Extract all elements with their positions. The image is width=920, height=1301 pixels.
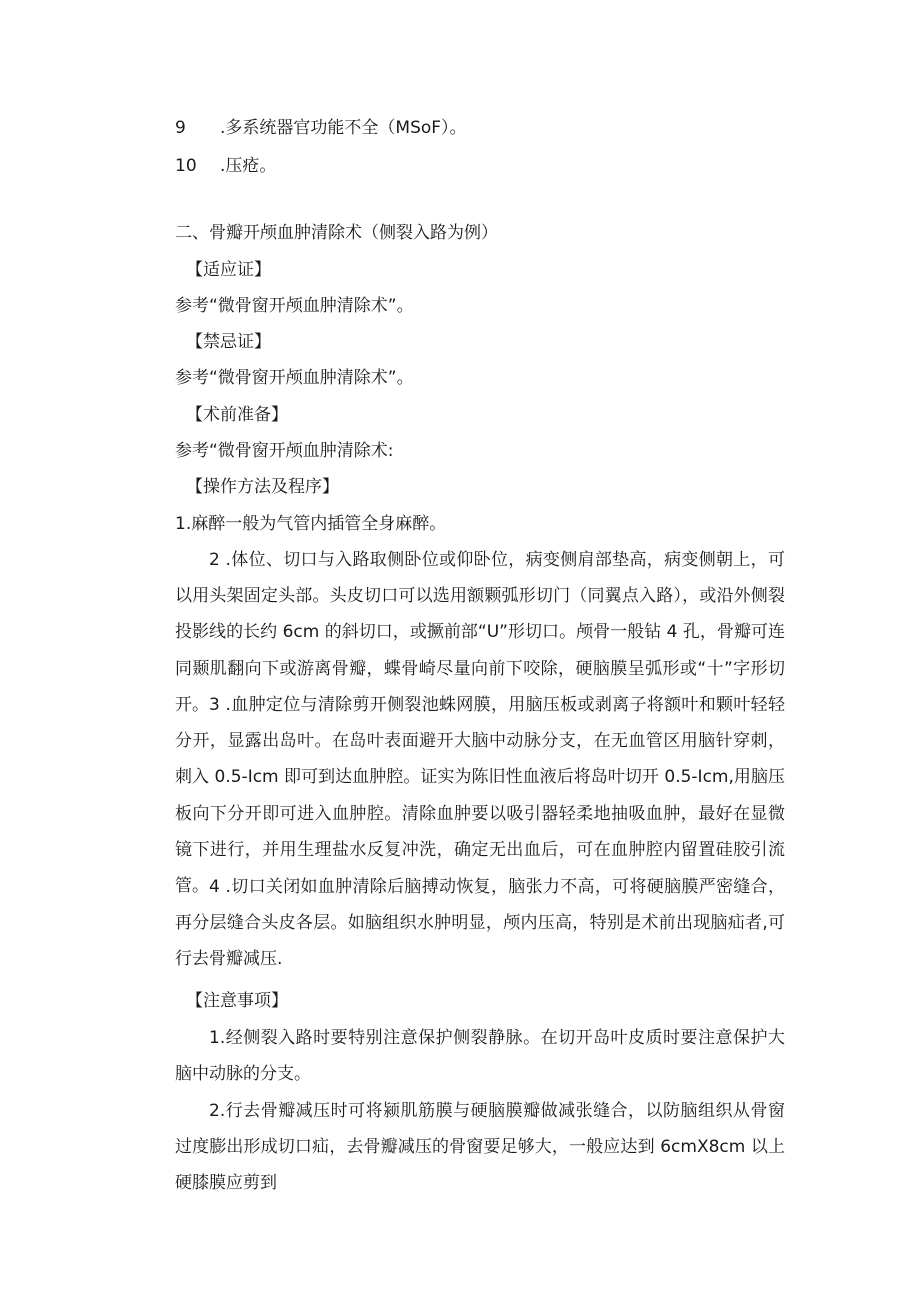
contraindications-heading: 【禁忌证】 bbox=[186, 332, 271, 352]
list-item-number: 10 bbox=[175, 156, 197, 176]
procedure-step-3: 3 .血肿定位与清除剪开侧裂池蛛网膜，用脑压板或剥离子将额叶和颗叶轻轻分开，显露出岛叶。在岛叶表面避开大脑中动脉分支，在无血管区用脑针穿刺，刺入 0.5-Icm 即可到达血肿腔。证实为陈旧性血液后将岛叶切开 0.5-Icm,用脑压板向下分开即可进入血肿腔。清除血肿要以吸引器轻柔地抽吸血肿，最好在显微镜下进行，并用生理盐水反复冲洗，确定无出血后，可在血肿腔内留置硅胶引流管。 bbox=[175, 695, 785, 897]
list-item-number: 9 bbox=[175, 118, 186, 138]
indications-text: 参考“微骨窗开颅血肿清除术”。 bbox=[175, 296, 414, 316]
preop-heading: 【术前准备】 bbox=[186, 405, 288, 425]
procedure-step-1: 1.麻醉一般为气管内插管全身麻醉。 bbox=[175, 514, 447, 534]
list-item-text: .多系统器官功能不全（MSoF）。 bbox=[220, 118, 467, 138]
list-item-text: .压疮。 bbox=[220, 156, 277, 176]
note-2: 2.行去骨瓣减压时可将颍肌筋膜与硬脑膜瓣做减张缝合，以防脑组织从骨窗过度膨出形成切口疝，去骨瓣减压的骨窗要足够大，一般应达到 6cmX8cm 以上硬膝膜应剪到 bbox=[175, 1101, 785, 1194]
procedure-step-2: 2 .体位、切口与入路取侧卧位或仰卧位，病变侧肩部垫高，病变侧朝上，可以用头架固定头部。头皮切口可以选用额颗弧形切门（同翼点入路），或沿外侧裂投影线的长约 6cm 的斜切口，或撅前部“U”形切口。颅骨一般钻 4 孔，骨瓣可连同颞肌翻向下或游离骨瓣，蝶骨崎尽量向前下咬除，硬脑膜呈弧形或“十”字形切开。 bbox=[175, 550, 785, 715]
procedure-heading: 【操作方法及程序】 bbox=[186, 477, 339, 497]
preop-text: 参考“微骨窗开颅血肿清除术: bbox=[175, 441, 394, 461]
notes-heading: 【注意事项】 bbox=[186, 991, 288, 1011]
procedure-step-4: 4 .切口关闭如血肿清除后脑搏动恢复，脑张力不高，可将硬脑膜严密缝合，再分层缝合头皮各层。如脑组织水肿明显，颅内压高，特别是术前出现脑疝者,可行去骨瓣减压. bbox=[175, 877, 785, 970]
indications-heading: 【适应证】 bbox=[186, 260, 271, 280]
contraindications-text: 参考“微骨窗开颅血肿清除术”。 bbox=[175, 368, 414, 388]
section-title: 二、骨瓣开颅血肿清除术（侧裂入路为例） bbox=[175, 223, 498, 243]
note-1: 1.经侧裂入路时要特别注意保护侧裂静脉。在切开岛叶皮质时要注意保护大脑中动脉的分支。 bbox=[175, 1028, 785, 1085]
